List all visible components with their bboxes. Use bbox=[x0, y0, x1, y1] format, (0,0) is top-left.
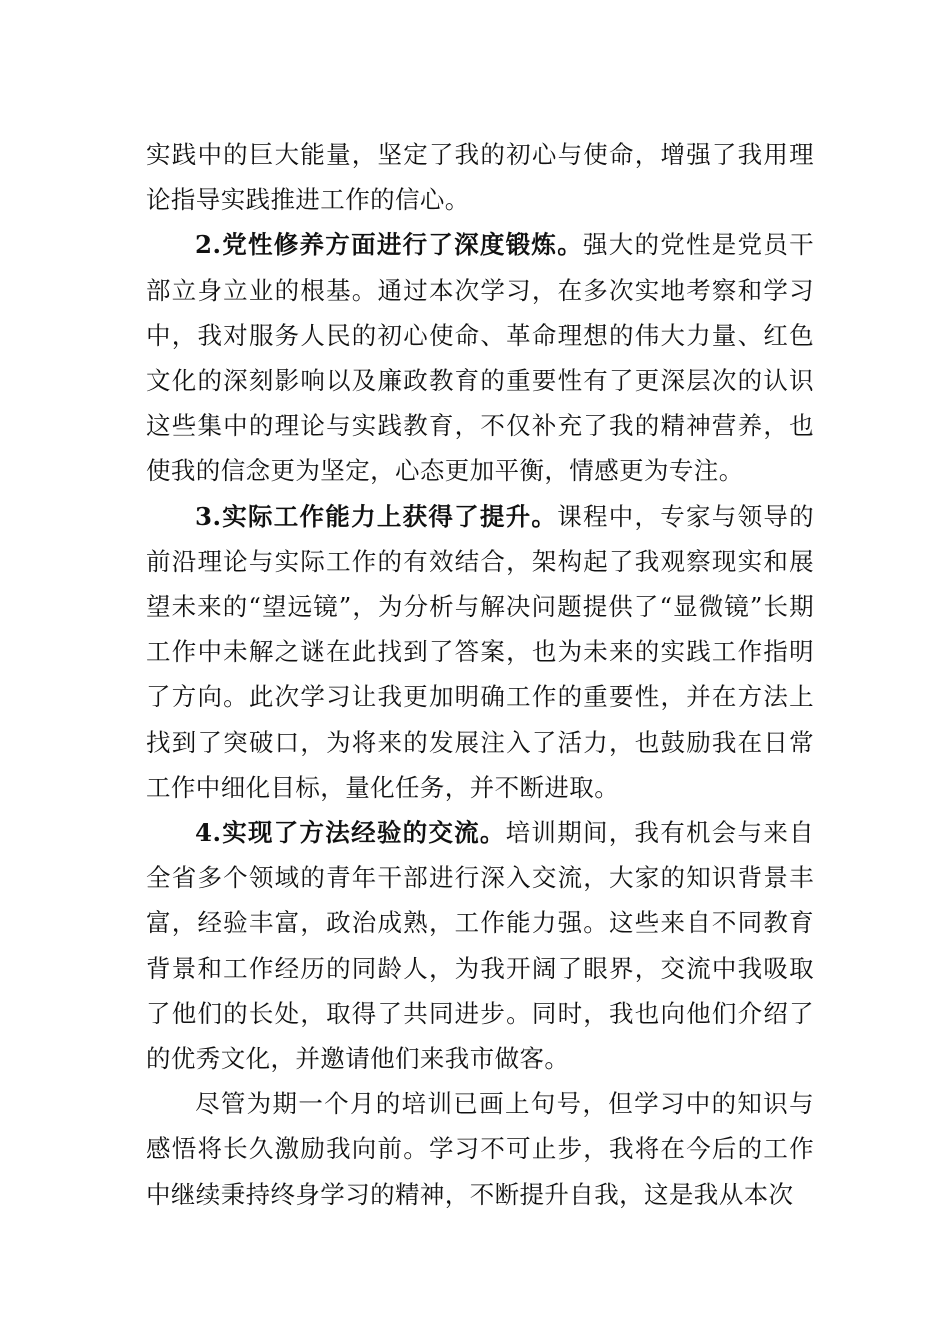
paragraph-party-spirit bbox=[146, 222, 814, 493]
paragraph-body: 尽管为期一个月的培训已画上句号，但学习中的知识与感悟将长久激励我向前。学习不可止步，我将在今后的工作中继续秉持终身学习的精神，不断提升自我，这是我从本次 bbox=[146, 1089, 814, 1209]
paragraph-body: 课程中，专家与领导的前沿理论与实际工作的有效结合，架构起了我观察现实和展望未来的“望远镜”，为分析与解决问题提供了“显微镜”长期工作中未解之谜在此找到了答案，也为未来的实践工作指明了方向。此次学习让我更加明确工作的重要性，并在方法上找到了突破口，为将来的发展注入了活力，也鼓励我在日常工作中细化目标，量化任务，并不断进取。 bbox=[146, 501, 814, 802]
paragraph-body: 强大的党性是党员干部立身立业的根基。通过本次学习，在多次实地考察和学习中，我对服务人民的初心使命、革命理想的伟大力量、红色文化的深刻影响以及廉政教育的重要性有了更深层次的认识这些集中的理论与实践教育，不仅补充了我的精神营养，也使我的信念更为坚定，心态更加平衡，情感更为专注。 bbox=[146, 230, 814, 486]
document-page bbox=[146, 132, 814, 1217]
paragraph-heading: 2.党性修养方面进行了深度锻炼。 bbox=[195, 230, 583, 260]
paragraph-work-ability bbox=[146, 494, 814, 810]
paragraph-body: 实践中的巨大能量，坚定了我的初心与使命，增强了我用理论指导实践推进工作的信心。 bbox=[146, 140, 814, 215]
paragraph-conclusion bbox=[146, 1081, 814, 1217]
paragraph-experience-exchange bbox=[146, 810, 814, 1081]
paragraph-heading: 3.实际工作能力上获得了提升。 bbox=[195, 501, 558, 531]
paragraph-heading: 4.实现了方法经验的交流。 bbox=[195, 818, 506, 848]
paragraph-body: 培训期间，我有机会与来自全省多个领域的青年干部进行深入交流，大家的知识背景丰富，经验丰富，政治成熟，工作能力强。这些来自不同教育背景和工作经历的同龄人，为我开阔了眼界，交流中我吸取了他们的长处，取得了共同进步。同时，我也向他们介绍了的优秀文化，并邀请他们来我市做客。 bbox=[146, 818, 814, 1074]
paragraph-continuation bbox=[146, 132, 814, 222]
